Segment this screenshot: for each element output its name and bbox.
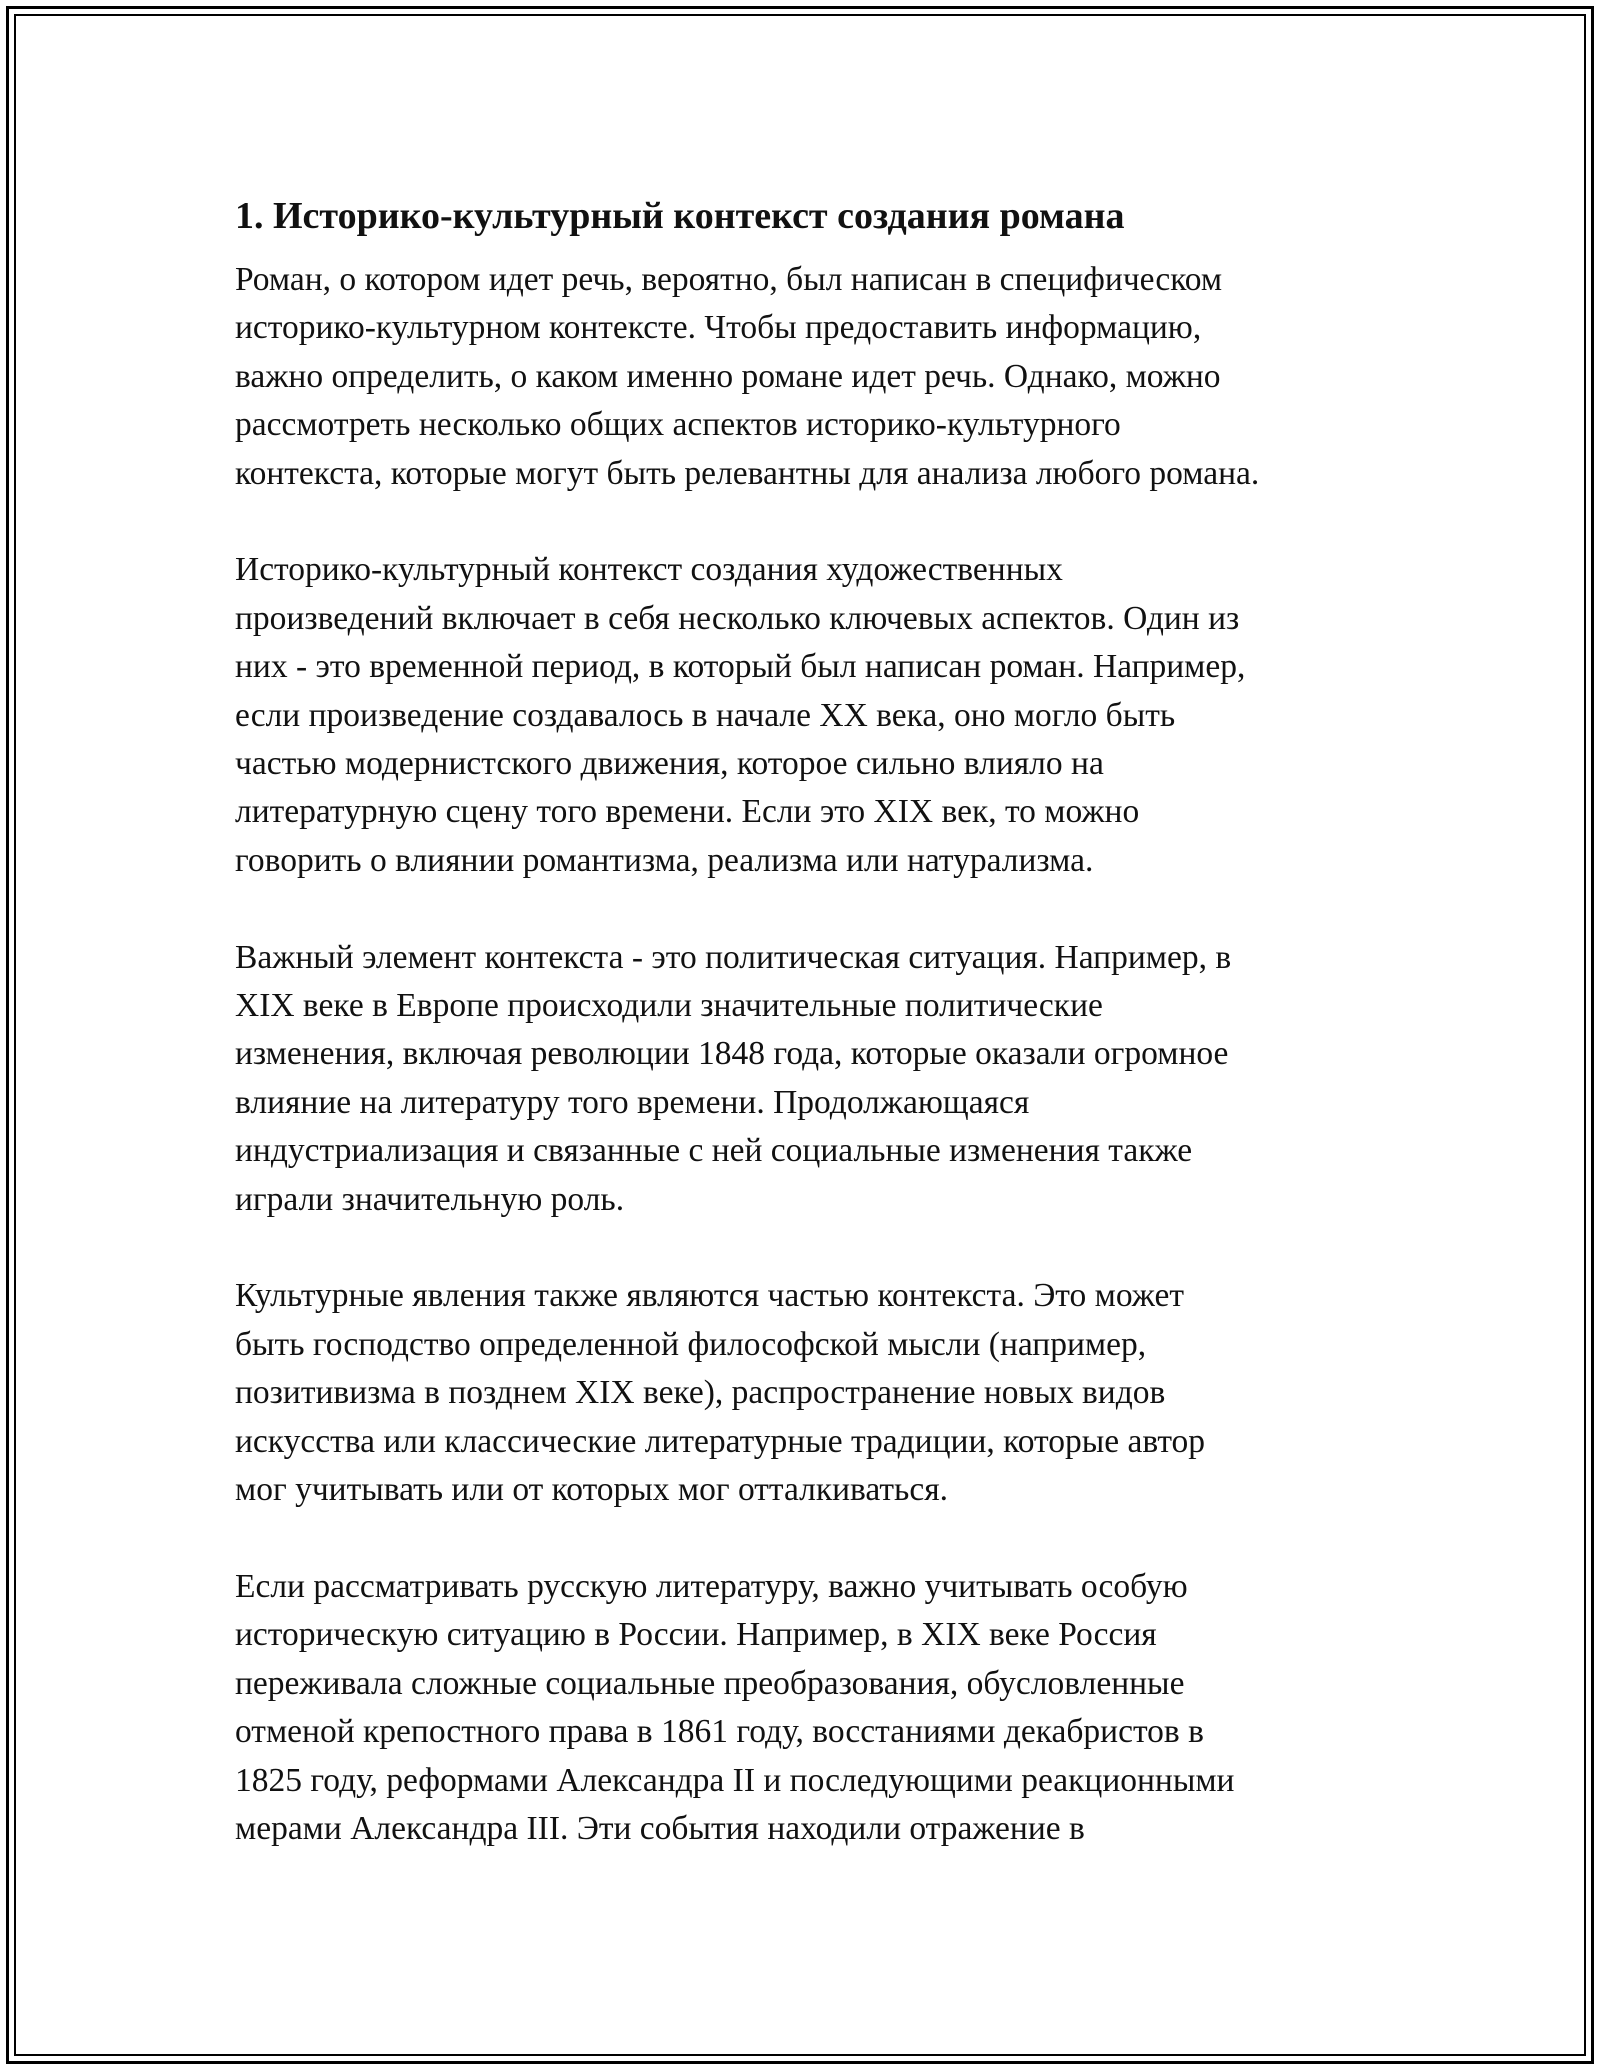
text-line: искусства или классические литературные традиции, которые автор — [235, 1422, 1206, 1460]
text-line: произведений включает в себя несколько ключевых аспектов. Один из — [235, 599, 1240, 637]
paragraph-1 — [235, 256, 1395, 498]
paragraph-2 — [235, 546, 1395, 885]
paragraph-3 — [235, 934, 1395, 1224]
text-line: если произведение создавалось в начале XX века, оно могло быть — [235, 696, 1176, 734]
text-line: быть господство определенной философской мысли (например, — [235, 1325, 1147, 1363]
document-body — [235, 188, 1395, 1853]
text-line: мерами Александра III. Эти события находили отражение в — [235, 1809, 1085, 1847]
text-line: индустриализация и связанные с ней социальные изменения также — [235, 1132, 1193, 1170]
text-line: позитивизма в позднем XIX веке), распространение новых видов — [235, 1374, 1166, 1412]
text-line: Историко-культурный контекст создания художественных — [235, 551, 1063, 589]
text-line: рассмотреть несколько общих аспектов историко-культурного — [235, 406, 1121, 444]
text-line: историко-культурном контексте. Чтобы предоставить информацию, — [235, 309, 1202, 347]
text-line: историческую ситуацию в России. Например, в XIX веке Россия — [235, 1616, 1157, 1654]
text-line: изменения, включая революции 1848 года, которые оказали огромное — [235, 1035, 1229, 1073]
text-line: важно определить, о каком именно романе идет речь. Однако, можно — [235, 357, 1221, 395]
text-line: литературную сцену того времени. Если это XIX век, то можно — [235, 793, 1140, 831]
text-line: контекста, которые могут быть релевантны для анализа любого романа. — [235, 454, 1260, 492]
text-line: Важный элемент контекста - это политическая ситуация. Например, в — [235, 938, 1232, 976]
text-line: Если рассматривать русскую литературу, важно учитывать особую — [235, 1567, 1188, 1605]
text-line: влияние на литературу того времени. Продолжающаяся — [235, 1083, 1030, 1121]
text-line: частью модернистского движения, которое сильно влияло на — [235, 745, 1104, 783]
text-line: Роман, о котором идет речь, вероятно, был написан в специфическом — [235, 261, 1223, 298]
section-heading: 1. Историко-культурный контекст создания романа — [235, 195, 1125, 237]
text-line: мог учитывать или от которых мог отталкиваться. — [235, 1471, 948, 1509]
paragraph-4 — [235, 1272, 1395, 1514]
text-line: играли значительную роль. — [235, 1180, 625, 1218]
text-line: XIX веке в Европе происходили значительные политические — [235, 987, 1103, 1025]
text-line: них - это временной период, в который был написан роман. Например, — [235, 648, 1246, 686]
text-line: говорить о влиянии романтизма, реализма или натурализма. — [235, 841, 1094, 879]
text-line: Культурные явления также являются частью контекста. Это может — [235, 1277, 1184, 1315]
text-line: 1825 году, реформами Александра II и последующими реакционными — [235, 1761, 1235, 1799]
text-line: переживала сложные социальные преобразования, обусловленные — [235, 1664, 1185, 1702]
paragraph-5 — [235, 1563, 1395, 1853]
text-line: отменой крепостного права в 1861 году, восстаниями декабристов в — [235, 1713, 1204, 1751]
